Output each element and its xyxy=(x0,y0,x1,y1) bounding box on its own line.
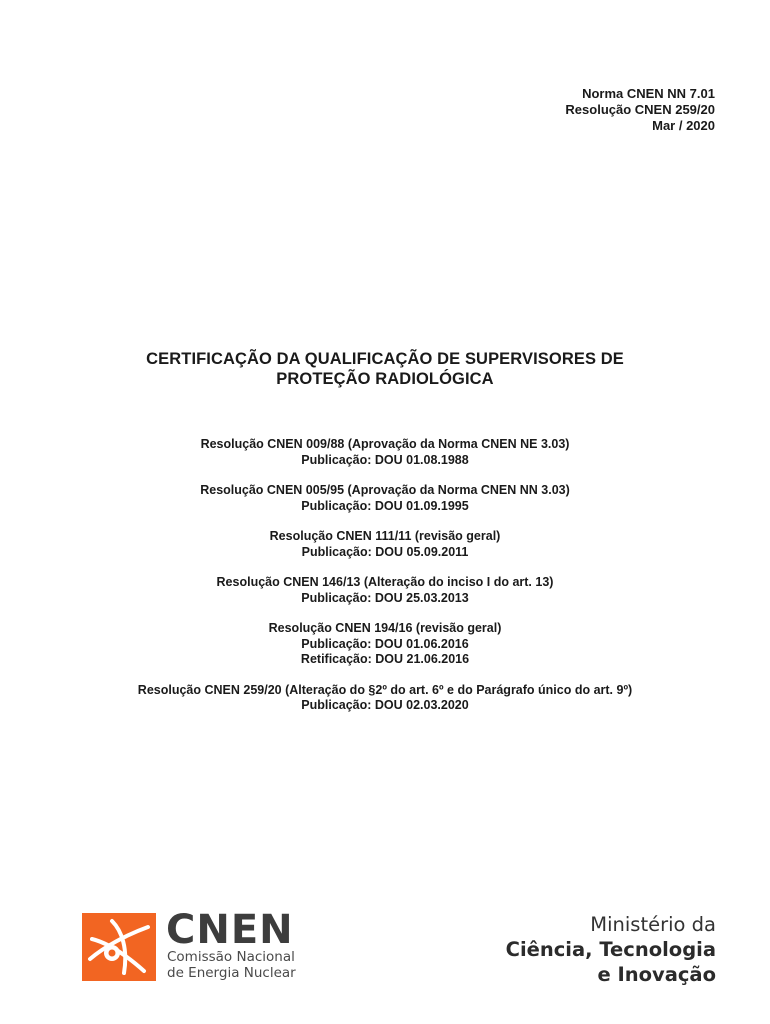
revision-line: Resolução CNEN 009/88 (Aprovação da Norma CNEN NE 3.03) xyxy=(200,437,570,451)
revision-line: Resolução CNEN 194/16 (revisão geral) xyxy=(268,621,502,635)
norma-code: Norma CNEN NN 7.01 xyxy=(582,86,715,101)
cnen-logo xyxy=(82,907,322,981)
revision-line: Publicação: DOU 25.03.2013 xyxy=(301,590,469,605)
resolution-code: Resolução CNEN 259/20 xyxy=(565,102,715,117)
revision-entry xyxy=(0,437,770,468)
document-date: Mar / 2020 xyxy=(652,118,715,133)
cnen-subtitle-line-1: Comissão Nacional xyxy=(167,949,295,965)
cnen-wordmark: CNEN xyxy=(166,907,294,953)
revision-line: Retificação: DOU 21.06.2016 xyxy=(300,652,470,666)
revision-entry xyxy=(0,529,770,560)
ministry-logo xyxy=(506,912,716,987)
revision-entry xyxy=(0,575,770,606)
title-line-2: PROTEÇÃO RADIOLÓGICA xyxy=(276,370,494,388)
revision-line: Resolução CNEN 005/95 (Aprovação da Norma CNEN NN 3.03) xyxy=(200,483,570,497)
revision-line: Resolução CNEN 111/11 (revisão geral) xyxy=(269,529,501,543)
revision-line: Publicação: DOU 01.06.2016 xyxy=(301,636,469,651)
ministry-line-1: Ministério da xyxy=(590,913,716,936)
ministry-line-2: Ciência, Tecnologia xyxy=(505,938,716,961)
cnen-subtitle-line-2: de Energia Nuclear xyxy=(167,965,296,981)
atom-logo-icon xyxy=(82,913,156,981)
revision-history xyxy=(0,437,770,729)
revision-line: Resolução CNEN 146/13 (Alteração do inciso I do art. 13) xyxy=(216,575,554,589)
cnen-subtitle xyxy=(167,949,296,981)
revision-line: Publicação: DOU 01.09.1995 xyxy=(301,498,469,513)
revision-line: Publicação: DOU 05.09.2011 xyxy=(301,544,469,559)
revision-line: Publicação: DOU 02.03.2020 xyxy=(301,698,469,712)
revision-line: Publicação: DOU 01.08.1988 xyxy=(301,452,469,467)
ministry-line-3: e Inovação xyxy=(597,963,716,986)
document-title xyxy=(0,349,770,389)
revision-line: Resolução CNEN 259/20 (Alteração do §2º do art. 6º e do Parágrafo único do art. 9º) xyxy=(137,682,633,697)
revision-entry xyxy=(0,483,770,514)
revision-entry xyxy=(0,683,770,714)
title-line-1: CERTIFICAÇÃO DA QUALIFICAÇÃO DE SUPERVISORES DE xyxy=(146,350,624,368)
revision-entry xyxy=(0,621,770,668)
document-reference-header xyxy=(565,86,715,134)
